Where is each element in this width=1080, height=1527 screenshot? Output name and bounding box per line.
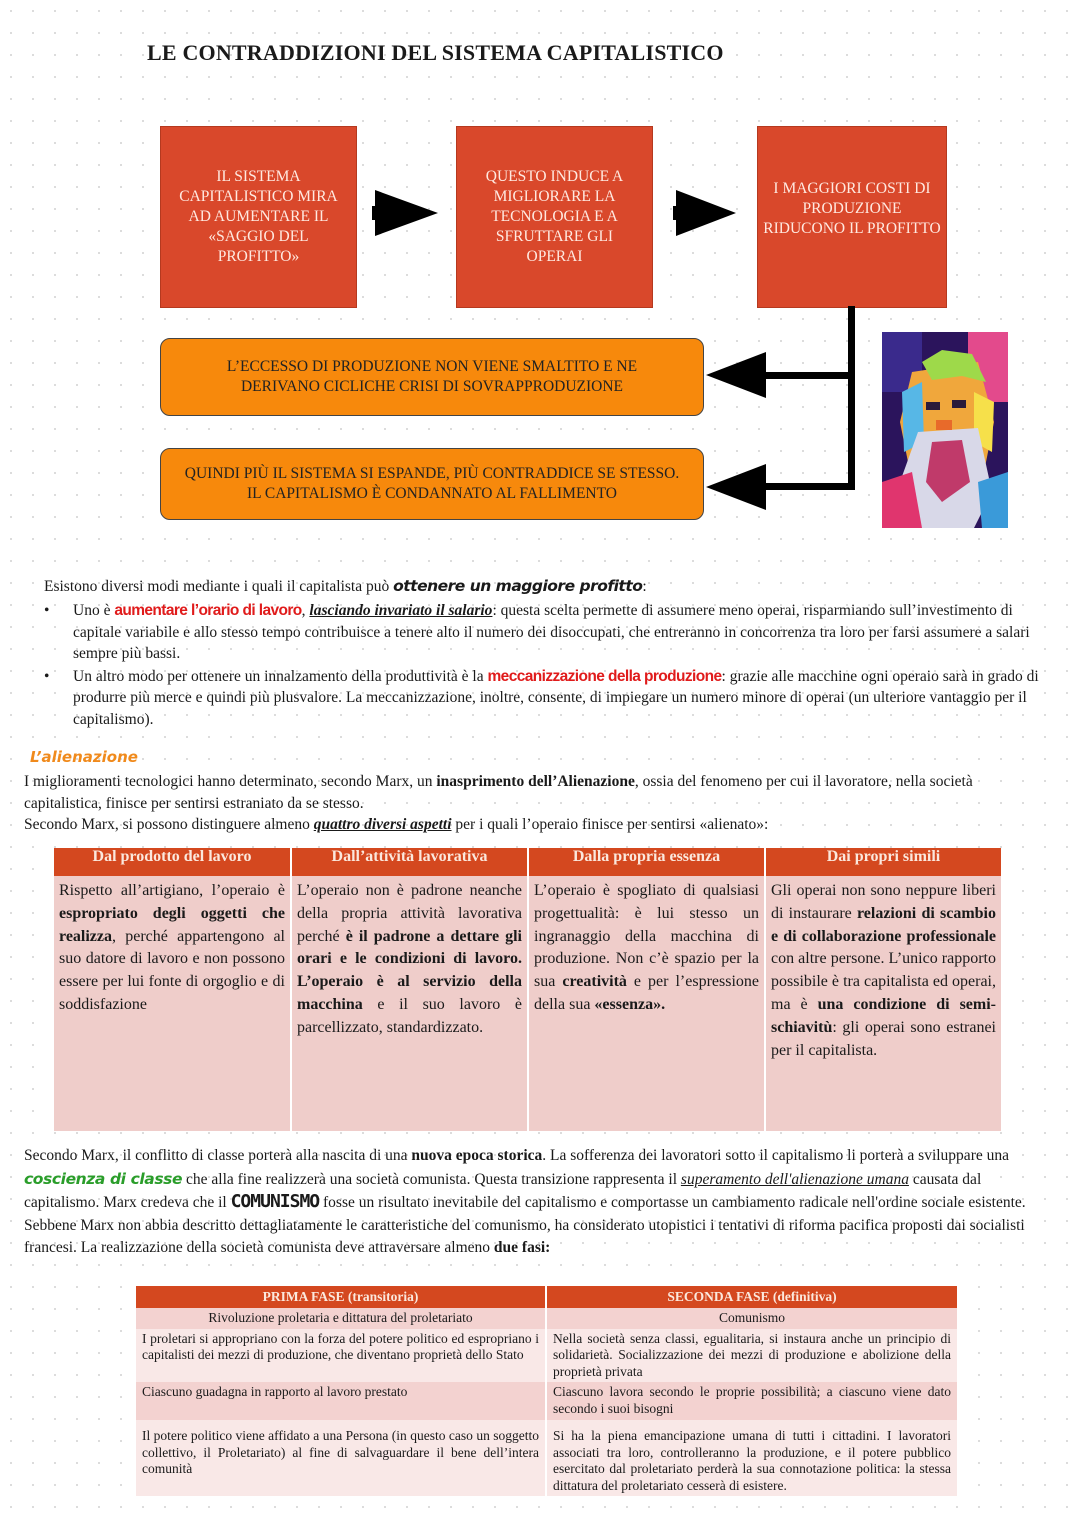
alienation-underlined: quattro diversi aspetti bbox=[313, 816, 452, 833]
intro-colon: : bbox=[642, 578, 647, 595]
cell-bold: espropriato degli oggetti che realizza bbox=[59, 904, 285, 945]
alienation-text: per i quali l’operaio finisce per sentirsi «alienato»: bbox=[451, 816, 769, 833]
cell-text: , perché appartengono al suo datore di lavoro e non possono essere per lui fonte di orgoglio e di soddisfazione bbox=[59, 927, 285, 1013]
phases-table-row bbox=[136, 1329, 958, 1383]
phases-cell: Il potere politico viene affidato a una Persona (in questo caso un soggetto collettivo, il Proletariato) al fine di salvaguardare il bene dell’intera comunità bbox=[136, 1420, 546, 1496]
cell-bold: è il padrone a dettare gli orari e le condizioni di lavoro. L’operaio è al servizio della macchina bbox=[297, 927, 522, 1013]
connector-horizontal-2 bbox=[762, 483, 855, 490]
alienation-paragraph bbox=[24, 771, 1054, 836]
aspects-cell-product bbox=[54, 876, 291, 1131]
cell-text: e il suo lavoro è parcellizzato, standardizzato. bbox=[297, 995, 522, 1036]
conflict-bold: nuova epoca storica bbox=[411, 1147, 543, 1164]
aspects-cell-activity bbox=[291, 876, 528, 1131]
diagram-box-failure-text: QUINDI PIÙ IL SISTEMA SI ESPANDE, PIÙ CONTRADDICE SE STESSO. IL CAPITALISMO È CONDANNATO AL FALLIMENTO bbox=[184, 465, 680, 502]
aspects-table bbox=[54, 848, 1003, 1131]
cell-bold: «essenza». bbox=[594, 995, 666, 1013]
aspects-header: Dal prodotto del lavoro bbox=[54, 848, 291, 876]
aspects-cell-peers bbox=[765, 876, 1002, 1131]
cell-text: L’operaio non è padrone neanche della propria attività lavorativa perché bbox=[297, 882, 522, 945]
phases-cell: Nella società senza classi, egualitaria, si instaura anche un principio di solidarietà. Socializzazione dei mezzi di produzione e abolizione della proprietà privata bbox=[546, 1329, 958, 1383]
cell-bold: creatività bbox=[562, 973, 627, 991]
cell-text: e per l’espressione della sua bbox=[534, 973, 760, 1013]
aspects-table-header bbox=[54, 848, 1002, 876]
cell-text: Gli operai non sono neppure liberi di instaurare bbox=[771, 882, 996, 922]
intro-highlight: ottenere un maggiore profitto bbox=[393, 577, 643, 595]
aspects-table-row bbox=[54, 876, 1002, 1131]
conflict-bold: due fasi: bbox=[493, 1239, 551, 1256]
arrow-right-stub bbox=[673, 206, 679, 220]
aspects-header: Dai propri simili bbox=[765, 848, 1002, 876]
cell-text: L’operaio è spogliato di qualsiasi progettualità: è lui stesso un ingranaggio della macchina di produzione. Non c’è spazio per la sua bbox=[534, 882, 759, 991]
cell-bold: relazioni di scambio e di collaborazione professionale bbox=[771, 904, 996, 945]
cell-text: Rispetto all’artigiano, l’operaio è bbox=[59, 882, 285, 899]
conflict-text: Secondo Marx, il conflitto di classe porterà alla nascita di una bbox=[24, 1147, 412, 1164]
diagram-box-profit-rate-text: IL SISTEMA CAPITALISTICO MIRA AD AUMENTARE IL «SAGGIO DEL PROFITTO» bbox=[179, 168, 338, 265]
alienation-text: I miglioramenti tecnologici hanno determinato, secondo Marx, un bbox=[24, 773, 437, 790]
aspects-header: Dall’attività lavorativa bbox=[291, 848, 528, 876]
phases-cell: Si ha la piena emancipazione umana di tutti i cittadini. I lavoratori associati tra loro, controlleranno la produzione, e il potere pubblico esercitato dal proletariato perderà la sua connotazione politica: la stessa dittatura del proletariato cesserà di esistere. bbox=[546, 1420, 958, 1496]
conflict-text: . La sofferenza dei lavoratori sotto il capitalismo li porterà a sviluppare una bbox=[542, 1147, 1009, 1164]
conflict-underlined: superamento dell'alienazione umana bbox=[680, 1170, 909, 1188]
aspects-header: Dalla propria essenza bbox=[528, 848, 765, 876]
diagram-box-overproduction-text: L’ECCESSO DI PRODUZIONE NON VIENE SMALTITO E NE DERIVANO CICLICHE CRISI DI SOVRAPPRODUZIONE bbox=[226, 358, 638, 395]
section-heading-alienation: L’alienazione bbox=[30, 748, 138, 766]
arrow-right-icon bbox=[375, 190, 438, 236]
phases-table-subheader bbox=[136, 1308, 958, 1329]
bullet-icon: • bbox=[44, 602, 50, 619]
alienation-text: Secondo Marx, si possono distinguere almeno bbox=[24, 816, 314, 833]
bullet-item bbox=[44, 666, 1044, 731]
cell-text: : gli operai sono estranei per il capitalista. bbox=[771, 1018, 996, 1059]
phases-subheader: Rivoluzione proletaria e dittatura del proletariato bbox=[136, 1308, 546, 1329]
phases-table-row bbox=[136, 1382, 958, 1420]
bullet-item bbox=[44, 600, 1044, 665]
conflict-text: fosse un risultato inevitabile del capitalismo e comportasse un cambiamento radicale nell'ordine sociale esistente. Sebbene Marx non abbia descritto dettagliatamente le caratteristiche del comunismo, ha considerato utopistici i tentativi di riforma pacifica proposti dai socialisti francesi. La realizzazione della società comunista deve attraversare almeno bbox=[24, 1194, 1026, 1256]
conflict-communism: COMUNISMO bbox=[230, 1191, 320, 1212]
phases-subheader: Comunismo bbox=[546, 1308, 958, 1329]
diagram-box-costs-text: I MAGGIORI COSTI DI PRODUZIONE RIDUCONO IL PROFITTO bbox=[763, 180, 941, 237]
bullet-icon: • bbox=[44, 667, 50, 685]
diagram-box-overproduction bbox=[160, 338, 704, 416]
phases-header: SECONDA FASE (definitiva) bbox=[546, 1286, 958, 1308]
bullet-text: : questa scelta permette di assumere meno operai, risparmiando sull’investimento di capitale variabile e allo stesso tempo contribuisce a tenere alto il numero dei disoccupati, che entreranno in concorrenza tra loro per farsi assumere a salari sempre più bassi. bbox=[73, 602, 1030, 662]
aspects-cell-essence bbox=[528, 876, 765, 1131]
cell-text: con altre persone. L’unico rapporto possibile è tra capitalista ed operai, ma è bbox=[771, 950, 996, 1013]
connector-horizontal-1 bbox=[762, 372, 855, 379]
arrow-right-stub bbox=[372, 206, 378, 220]
bullet-list bbox=[44, 600, 1044, 730]
marx-portrait bbox=[882, 332, 1008, 528]
intro-lead: Esistono diversi modi mediante i quali il capitalista può bbox=[44, 578, 394, 595]
intro-paragraph bbox=[44, 576, 1044, 598]
conflict-text: che alla fine realizzerà una società comunista. Questa transizione rappresenta il bbox=[182, 1170, 681, 1188]
conflict-paragraph bbox=[24, 1145, 1056, 1260]
bullet-highlight: meccanizzazione della produzione bbox=[487, 667, 722, 685]
diagram-box-failure bbox=[160, 448, 704, 520]
bullet-text: Uno è bbox=[73, 602, 115, 619]
diagram-box-technology-text: QUESTO INDUCE A MIGLIORARE LA TECNOLOGIA E A SFRUTTARE GLI OPERAI bbox=[485, 168, 624, 265]
phases-header: PRIMA FASE (transitoria) bbox=[136, 1286, 546, 1308]
conflict-text: causata dal capitalismo. Marx credeva che il bbox=[24, 1170, 982, 1211]
conflict-highlight: coscienza di classe bbox=[24, 1169, 183, 1188]
phases-table-header bbox=[136, 1286, 958, 1308]
page-title: LE CONTRADDIZIONI DEL SISTEMA CAPITALISTICO bbox=[147, 40, 724, 65]
phases-table-row bbox=[136, 1420, 958, 1496]
arrow-left-icon bbox=[706, 464, 766, 510]
alienation-bold: inasprimento dell’Alienazione bbox=[436, 773, 635, 790]
bullet-text: Un altro modo per ottenere un innalzamento della produttività è la bbox=[73, 667, 488, 685]
alienation-text: , ossia del fenomeno per cui il lavoratore, nella società capitalistica, finisce per sentirsi estraniato da se stesso. bbox=[24, 773, 973, 812]
bullet-text: , bbox=[301, 602, 310, 619]
cell-bold: una condizione di semi-schiavitù bbox=[771, 995, 996, 1036]
bullet-underlined: lasciando invariato il salario bbox=[309, 602, 493, 619]
phases-cell: I proletari si appropriano con la forza del potere politico ed espropriano i capitalisti dei mezzi di produzione, che diventano proprietà dello Stato bbox=[136, 1329, 546, 1383]
bullet-highlight: aumentare l’orario di lavoro bbox=[114, 602, 302, 619]
phases-cell: Ciascuno guadagna in rapporto al lavoro prestato bbox=[136, 1382, 546, 1420]
connector-vertical bbox=[848, 306, 855, 490]
phases-cell: Ciascuno lavora secondo le proprie possibilità; a ciascuno viene dato secondo i suoi bisogni bbox=[546, 1382, 958, 1420]
phases-table bbox=[136, 1286, 959, 1496]
arrow-left-icon bbox=[706, 352, 766, 398]
arrow-right-icon bbox=[676, 190, 736, 236]
bullet-text: : grazie alle macchine ogni operaio sarà in grado di produrre più merce e quindi più plusvalore. La meccanizzazione, inoltre, consente, di impiegare un numero minore di operai (un ulteriore vantaggio per il capitalismo). bbox=[73, 667, 1039, 728]
